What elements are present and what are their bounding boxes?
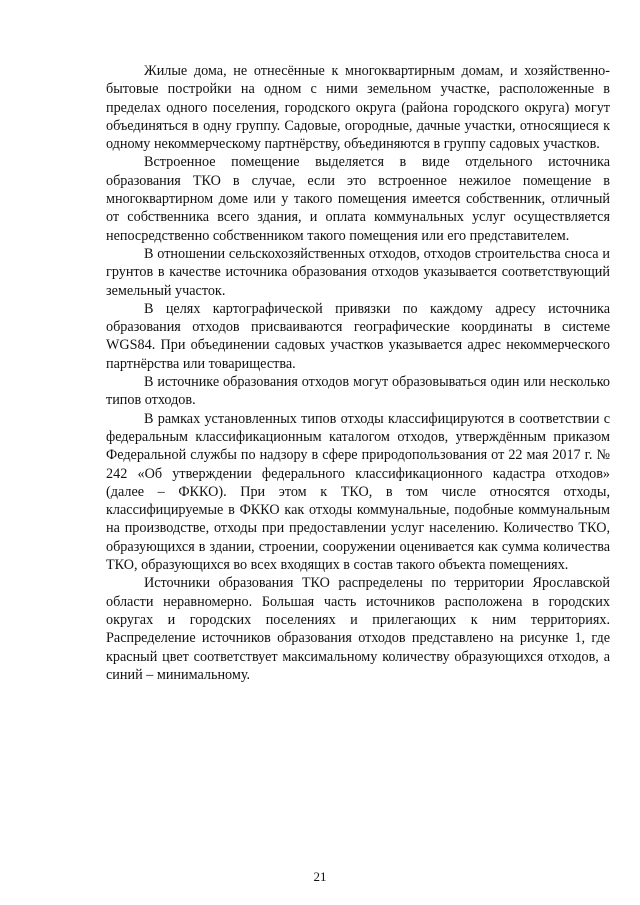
paragraph-residential-grouping: Жилые дома, не отнесённые к многоквартирным домам, и хозяйственно-бытовые постройки на одном с ними земельном участке, расположенные в пределах одного поселения, городского округа (района городского округа) могут объединяться в одну группу. Садовые, огородные, дачные участки, относящиеся к одному некоммерческому партнёрству, объединяются в группу садовых участков. (106, 63, 610, 153)
paragraph-waste-types: В источнике образования отходов могут образовываться один или несколько типов отходов. (106, 374, 610, 409)
paragraph-geo-coordinates: В целях картографической привязки по каждому адресу источника образования отходов присваиваются географические координаты в системе WGS84. При объединении садовых участков указывается адрес некоммерческого партнёрства или товарищества. (106, 300, 610, 372)
paragraph-built-in-premises: Встроенное помещение выделяется в виде отдельного источника образования ТКО в случае, если это встроенное нежилое помещение в многоквартирном доме или у такого помещения имеется собственник, отличный от собственника всего здания, и оплата коммунальных услуг осуществляется непосредственно собственником такого помещения или его представителем. (106, 154, 610, 244)
document-body (106, 62, 610, 684)
paragraph-source-distribution: Источники образования ТКО распределены по территории Ярославской области неравномерно. Большая часть источников расположена в городских округах и городских поселениях и прилегающих к ним территориях. Распределение источников образования отходов представлено на рисунке 1, где красный цвет соответствует максимальному количеству образующихся отходов, а синий – минимальному. (106, 575, 610, 683)
paragraph-agricultural-waste: В отношении сельскохозяйственных отходов, отходов строительства сноса и грунтов в качестве источника образования отходов указывается соответствующий земельный участок. (106, 245, 610, 299)
paragraph-fkko-classification: В рамках установленных типов отходы классифицируются в соответствии с федеральным классификационным каталогом отходов, утверждённым приказом Федеральной службы по надзору в сфере природопользования от 22 мая 2017 г. № 242 «Об утверждении федерального классификационного кадастра отходов» (далее – ФККО). При этом к ТКО, в том числе относятся отходы, классифицируемые в ФККО как отходы коммунальные, подобные коммунальным на производстве, отходы при предоставлении услуг населению. Количество ТКО, образующихся в здании, строении, сооружении оценивается как сумма количества ТКО, образующихся во всех входящих в состав такого объекта помещениях. (106, 410, 610, 574)
page-number: 21 (313, 869, 327, 884)
